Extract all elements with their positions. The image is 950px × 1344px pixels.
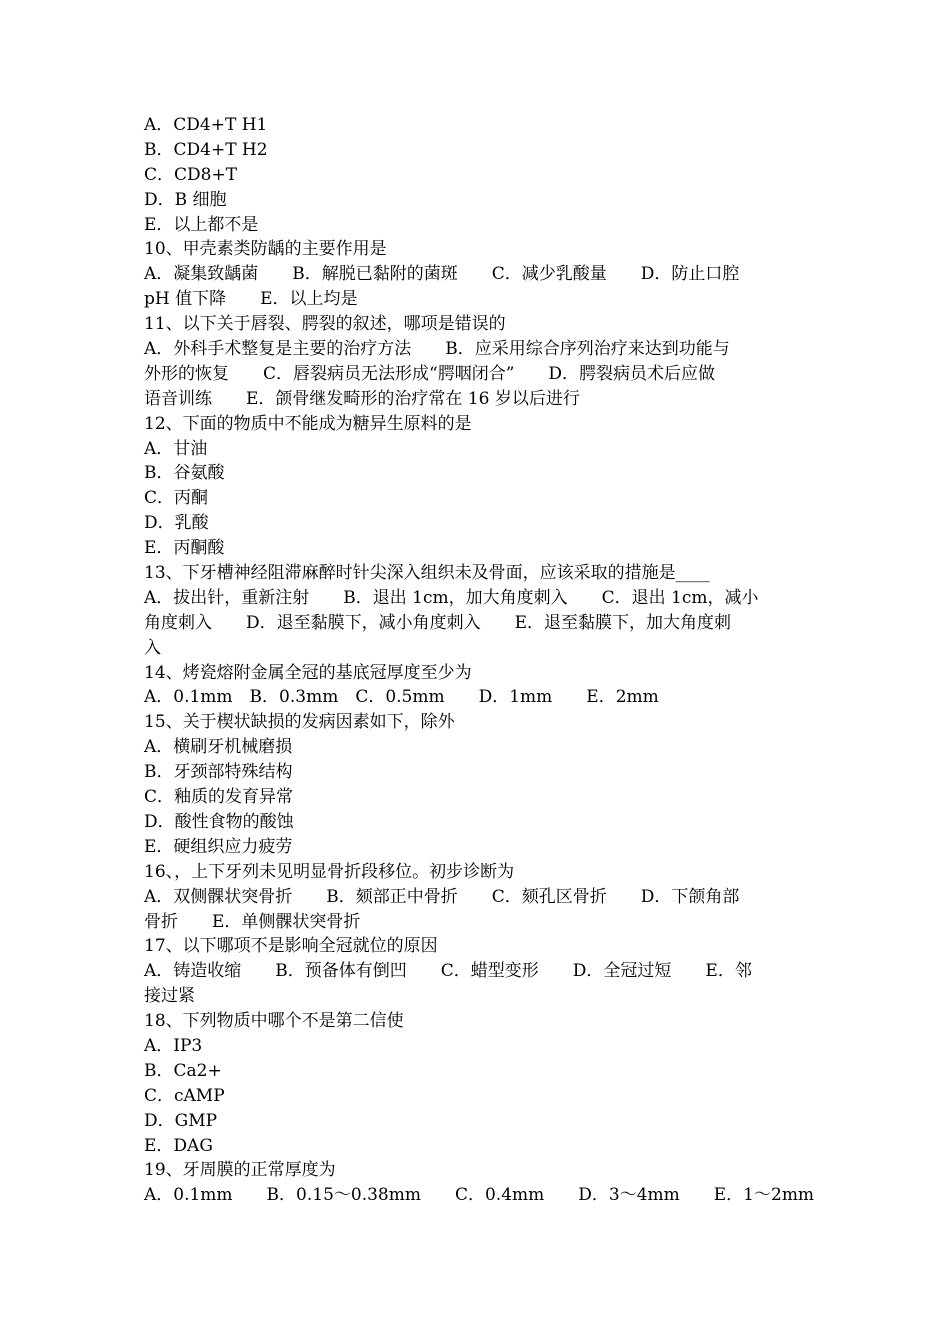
text-line: A．0.1mm B．0.3mm C．0.5mm D．1mm E．2mm — [144, 687, 659, 708]
text-line: A．甘油 — [144, 438, 208, 459]
question-18: 18、下列物质中哪个不是第二信使 — [144, 1011, 404, 1032]
text-line: A．拔出针，重新注射 B．退出 1cm，加大角度刺入 C．退出 1cm，减小 — [144, 587, 759, 608]
text-line: C．cAMP — [144, 1085, 225, 1106]
text-line: A．双侧髁状突骨折 B．颏部正中骨折 C．颏孔区骨折 D．下颌角部 — [144, 886, 740, 907]
text-line: E．DAG — [144, 1135, 213, 1156]
text-line: 语音训练 E．颌骨继发畸形的治疗常在 16 岁以后进行 — [144, 388, 580, 409]
text-line: A．横刷牙机械磨损 — [144, 737, 293, 758]
question-15: 15、关于楔状缺损的发病因素如下，除外 — [144, 712, 455, 733]
text-line: B．CD4+T H2 — [144, 139, 268, 160]
text-line: E．以上都不是 — [144, 214, 259, 235]
text-line: 骨折 E．单侧髁状突骨折 — [144, 911, 361, 932]
text-line: B．谷氨酸 — [144, 463, 225, 484]
question-13: 13、下牙槽神经阻滞麻醉时针尖深入组织未及骨面，应该采取的措施是____ — [144, 563, 710, 584]
text-line: B．Ca2+ — [144, 1060, 222, 1081]
text-line: 外形的恢复 C．唇裂病员无法形成“腭咽闭合” D．腭裂病员术后应做 — [144, 363, 716, 384]
question-14: 14、烤瓷熔附金属全冠的基底冠厚度至少为 — [144, 662, 472, 683]
text-line: D．B 细胞 — [144, 189, 227, 210]
text-line: E．丙酮酸 — [144, 538, 225, 559]
document-page — [144, 113, 815, 1208]
text-line: D．GMP — [144, 1110, 218, 1131]
text-line: C．釉质的发育异常 — [144, 787, 294, 808]
text-line: A．铸造收缩 B．预备体有倒凹 C．蜡型变形 D．全冠过短 E．邻 — [144, 961, 752, 982]
text-line: 角度刺入 D．退至黏膜下，减小角度刺入 E．退至黏膜下，加大角度刺 — [144, 612, 732, 633]
question-17: 17、以下哪项不是影响全冠就位的原因 — [144, 936, 438, 957]
text-line: 接过紧 — [144, 986, 195, 1007]
question-12: 12、下面的物质中不能成为糖异生原料的是 — [144, 413, 472, 434]
text-line: 入 — [144, 637, 161, 658]
text-line: A．外科手术整复是主要的治疗方法 B．应采用综合序列治疗来达到功能与 — [144, 339, 730, 360]
text-line: D．乳酸 — [144, 513, 209, 534]
text-line: C．丙酮 — [144, 488, 209, 509]
question-16: 16、，上下牙列未见明显骨折段移位。初步诊断为 — [144, 861, 515, 882]
question-11: 11、以下关于唇裂、腭裂的叙述，哪项是错误的 — [144, 314, 506, 335]
text-line: A．CD4+T H1 — [144, 115, 268, 135]
text-line: A．0.1mm B．0.15～0.38mm C．0.4mm D．3～4mm E．1～2mm — [144, 1185, 815, 1206]
text-line: B．牙颈部特殊结构 — [144, 762, 293, 783]
text-line: pH 值下降 E．以上均是 — [144, 289, 358, 310]
question-10: 10、甲壳素类防龋的主要作用是 — [144, 239, 387, 260]
text-line: C．CD8+T — [144, 164, 238, 185]
text-line: A．IP3 — [144, 1035, 203, 1056]
text-line: D．酸性食物的酸蚀 — [144, 811, 294, 832]
text-line: E．硬组织应力疲劳 — [144, 836, 293, 857]
question-19: 19、牙周膜的正常厚度为 — [144, 1160, 336, 1181]
text-line: A．凝集致龋菌 B．解脱已黏附的菌斑 C．减少乳酸量 D．防止口腔 — [144, 264, 740, 285]
